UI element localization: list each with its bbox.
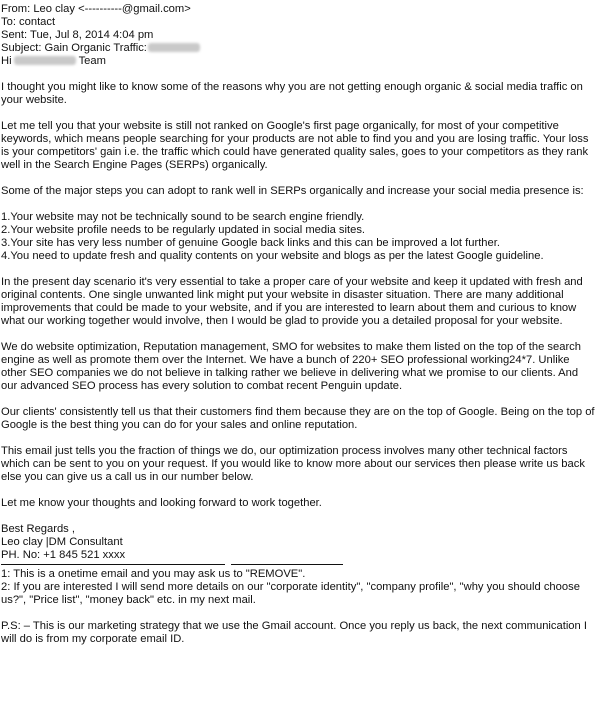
- signature-closing: Best Regards ,: [1, 523, 75, 535]
- footer-note-2: 2: If you are interested I will send more details on our "corporate identity", "company profile", "why you should choose us?", "Price list", "money back" etc. in my next mail.: [1, 581, 580, 606]
- list-item: 2.Your website profile needs to be regularly updated in social media sites.: [1, 224, 366, 236]
- paragraph-intro: I thought you might like to know some of the reasons why you are not getting enough organic & social media traffic on your website.: [1, 81, 583, 106]
- redacted-domain: [148, 43, 200, 52]
- email-header: [1, 3, 597, 68]
- separator: [1, 562, 597, 568]
- list-item: 1.Your website may not be technically sound to be search engine friendly.: [1, 211, 365, 223]
- greeting-line: [1, 55, 597, 68]
- signature: [1, 523, 597, 562]
- paragraph-steps: Some of the major steps you can adopt to rank well in SERPs organically and increase your social media presence is:: [1, 185, 584, 197]
- separator-line: [231, 564, 343, 565]
- footer-note-1: 1: This is a onetime email and you may ask us to "REMOVE".: [1, 568, 306, 580]
- separator-line: [1, 564, 225, 565]
- postscript: P.S: – This is our marketing strategy that we use the Gmail account. Once you reply us back, the next communication I will do is from my corporate email ID.: [1, 620, 587, 645]
- subject-line: [1, 42, 597, 55]
- paragraph-fraction: This email just tells you the fraction of things we do, our optimization process involves many other technical factors which can be sent to you on your request. If you would like to know more about our services then please write us back else you can give us a call us in our number below.: [1, 445, 585, 483]
- sent-line: Sent: Tue, Jul 8, 2014 4:04 pm: [1, 29, 154, 41]
- from-line: From: Leo clay <----------@gmail.com>: [1, 3, 191, 15]
- greeting-start: Hi: [1, 55, 12, 67]
- redacted-company: [14, 56, 76, 65]
- paragraph-closing: Let me know your thoughts and looking forward to work together.: [1, 497, 322, 509]
- list-item: 4.You need to update fresh and quality contents on your website and blogs as per the latest Google guideline.: [1, 250, 544, 262]
- signature-phone: PH. No: +1 845 521 xxxx: [1, 549, 126, 561]
- email-message: [1, 3, 597, 646]
- paragraph-ranking: Let me tell you that your website is still not ranked on Google's first page organically, for most of your competitive keywords, which means people searching for your products are not able to find you and you are losing traffic. Your loss is your competitors' gain i.e. the traffic which could have generated quality sales, goes to your competitors as they rank well in the Search Engine Pages (SERPs) organically.: [1, 120, 589, 171]
- steps-list: [1, 211, 597, 263]
- paragraph-services: We do website optimization, Reputation management, SMO for websites to make them listed on the top of the search engine as well as promote them over the Internet. We have a bunch of 220+ SEO professional working24*7. Unlike other SEO companies we do not believe in talking rather we believe in delivering what we promise to our clients. And our advanced SEO process has every solution to combat recent Penguin update.: [1, 341, 581, 392]
- signature-name: Leo clay |DM Consultant: [1, 536, 123, 548]
- footer-notes: [1, 568, 597, 607]
- paragraph-scenario: In the present day scenario it's very essential to take a proper care of your website and keep it updated with fresh and original contents. One single unwanted link might put your website in disaster situation. There are many additional improvements that could be made to your website, and if you are interested to learn about them and curious to know what our working together would involve, then I would be glad to provide you a detailed proposal for your website.: [1, 276, 583, 327]
- subject-label: Subject: Gain Organic Traffic:: [1, 42, 147, 54]
- list-item: 3.Your site has very less number of genuine Google back links and this can be improved a lot further.: [1, 237, 500, 249]
- greeting-end: Team: [78, 55, 106, 67]
- paragraph-clients: Our clients' consistently tell us that their customers find them because they are on the top of Google. Being on the top of Google is the best thing you can do for your sales and online reputation.: [1, 406, 595, 431]
- to-line: To: contact: [1, 16, 56, 28]
